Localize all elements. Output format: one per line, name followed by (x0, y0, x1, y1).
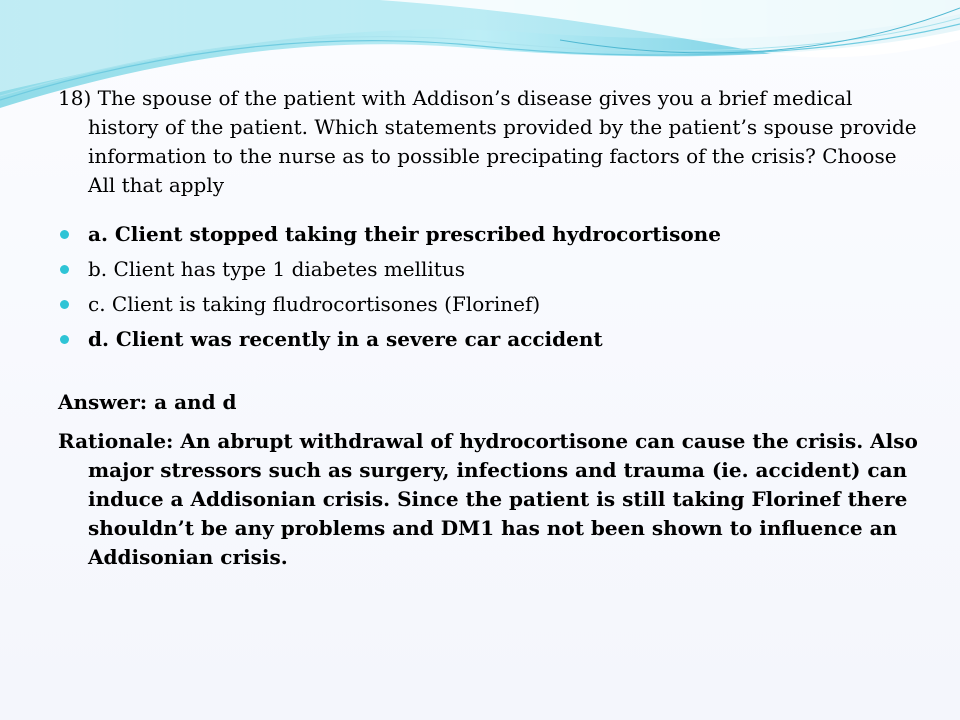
answer-text: Answer: a and d (58, 390, 237, 414)
option-c (58, 290, 918, 319)
option-label: a. Client stopped taking their prescribed hydrocortisone (88, 222, 721, 246)
option-label: b. Client has type 1 diabetes mellitus (88, 257, 465, 281)
slide-content (58, 84, 918, 572)
option-d (58, 325, 918, 354)
bullet-icon (60, 335, 69, 344)
option-label: c. Client is taking fludrocortisones (Florinef) (88, 292, 541, 316)
bullet-icon (60, 265, 69, 274)
option-a (58, 220, 918, 249)
question-text: 18) The spouse of the patient with Addison’s disease gives you a brief medical history of the patient. Which statements provided by the patient’s spouse provide information to the nurse as to possible precipating factors of the crisis? Choose All that apply (58, 86, 917, 197)
bullet-icon (60, 300, 69, 309)
rationale-text: Rationale: An abrupt withdrawal of hydrocortisone can cause the crisis. Also major stressors such as surgery, infections and trauma (ie. accident) can induce a Addisonian crisis. Since the patient is still taking Florinef there shouldn’t be any problems and DM1 has not been shown to influence an Addisonian crisis. (58, 429, 918, 569)
option-b (58, 255, 918, 284)
bullet-icon (60, 230, 69, 239)
option-label: d. Client was recently in a severe car accident (88, 327, 603, 351)
options-list (58, 220, 918, 354)
